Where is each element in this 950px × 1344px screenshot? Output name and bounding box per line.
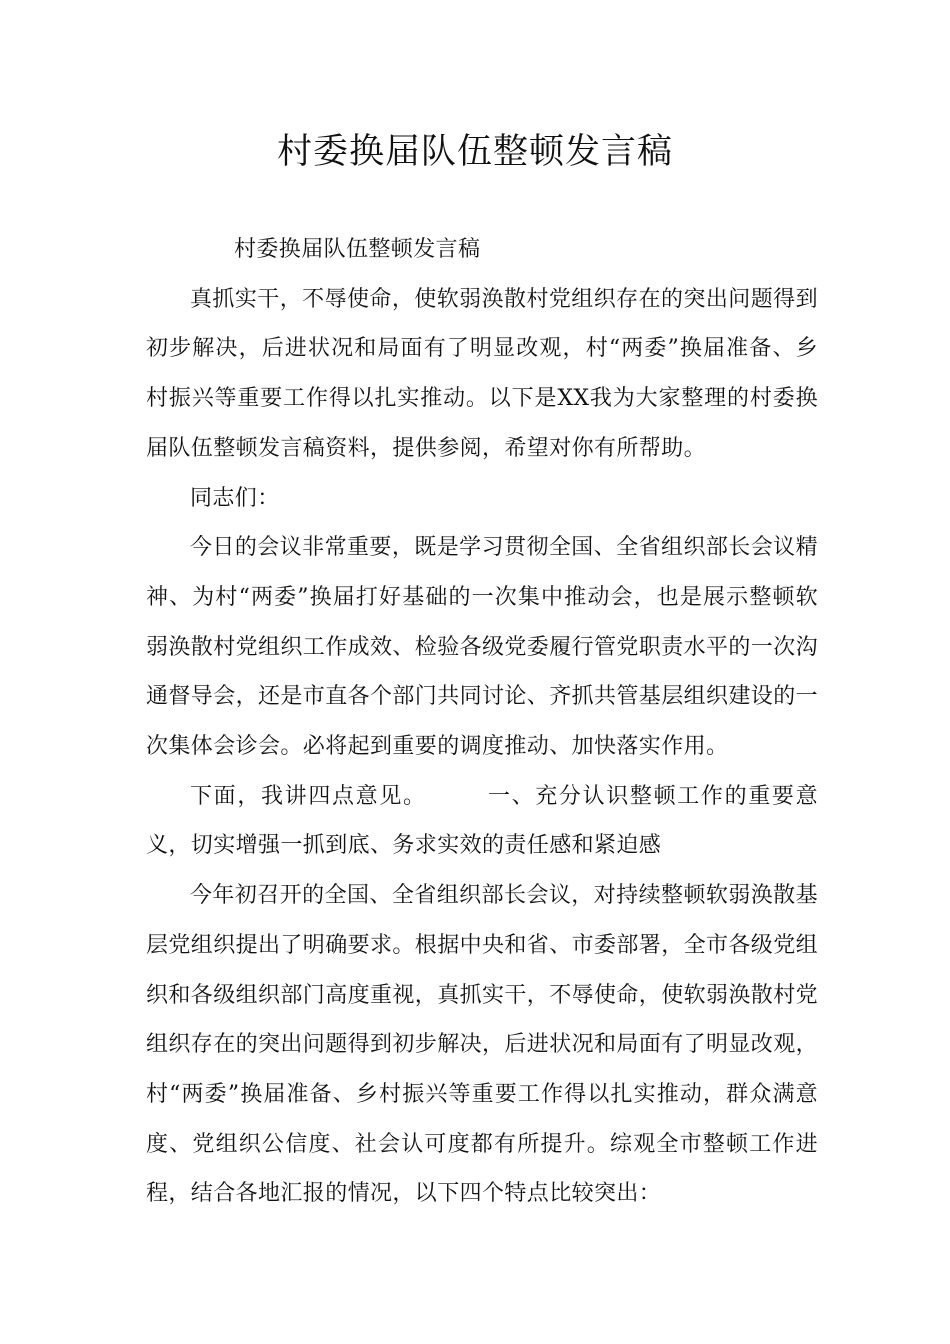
paragraph-four-points: [146, 772, 818, 871]
section-heading-one: 一、充分认识整顿工作的重要意义，切实增强一抓到底、务求实效的责任感和紧迫感: [146, 783, 818, 859]
document-body: [146, 225, 818, 1219]
document-subtitle: 村委换届队伍整顿发言稿: [234, 237, 481, 262]
four-points-lead: 下面，我讲四点意见。: [190, 783, 427, 809]
paragraph-progress-review: 今年初召开的全国、全省组织部长会议，对持续整顿软弱涣散基层党组织提出了明确要求。根据中央和省、市委部署，全市各级党组织和各级组织部门高度重视，真抓实干，不辱使命，使软弱涣散村党组织存在的突出问题得到初步解决，后进状况和局面有了明显改观，村“两委”换届准备、乡村振兴等重要工作得以扎实推动，群众满意度、党组织公信度、社会认可度都有所提升。综观全市整顿工作进程，结合各地汇报的情况，以下四个特点比较突出：: [146, 883, 819, 1207]
intro-paragraph: 真抓实干，不辱使命，使软弱涣散村党组织存在的突出问题得到初步解决，后进状况和局面有了明显改观，村“两委”换届准备、乡村振兴等重要工作得以扎实推动。以下是XX我为大家整理的村委换届队伍整顿发言稿资料，提供参阅，希望对你有所帮助。: [146, 286, 818, 461]
salutation: 同志们：: [190, 485, 280, 511]
paragraph-meeting-importance: 今日的会议非常重要，既是学习贯彻全国、全省组织部长会议精神、为村“两委”换届打好基础的一次集中推动会，也是展示整顿软弱涣散村党组织工作成效、检验各级党委履行管党职责水平的一次沟通督导会，还是市直各个部门共同讨论、齐抓共管基层组织建设的一次集体会诊会。必将起到重要的调度推动、加快落实作用。: [146, 535, 819, 760]
document-title: 村委换届队伍整顿发言稿: [276, 132, 673, 172]
